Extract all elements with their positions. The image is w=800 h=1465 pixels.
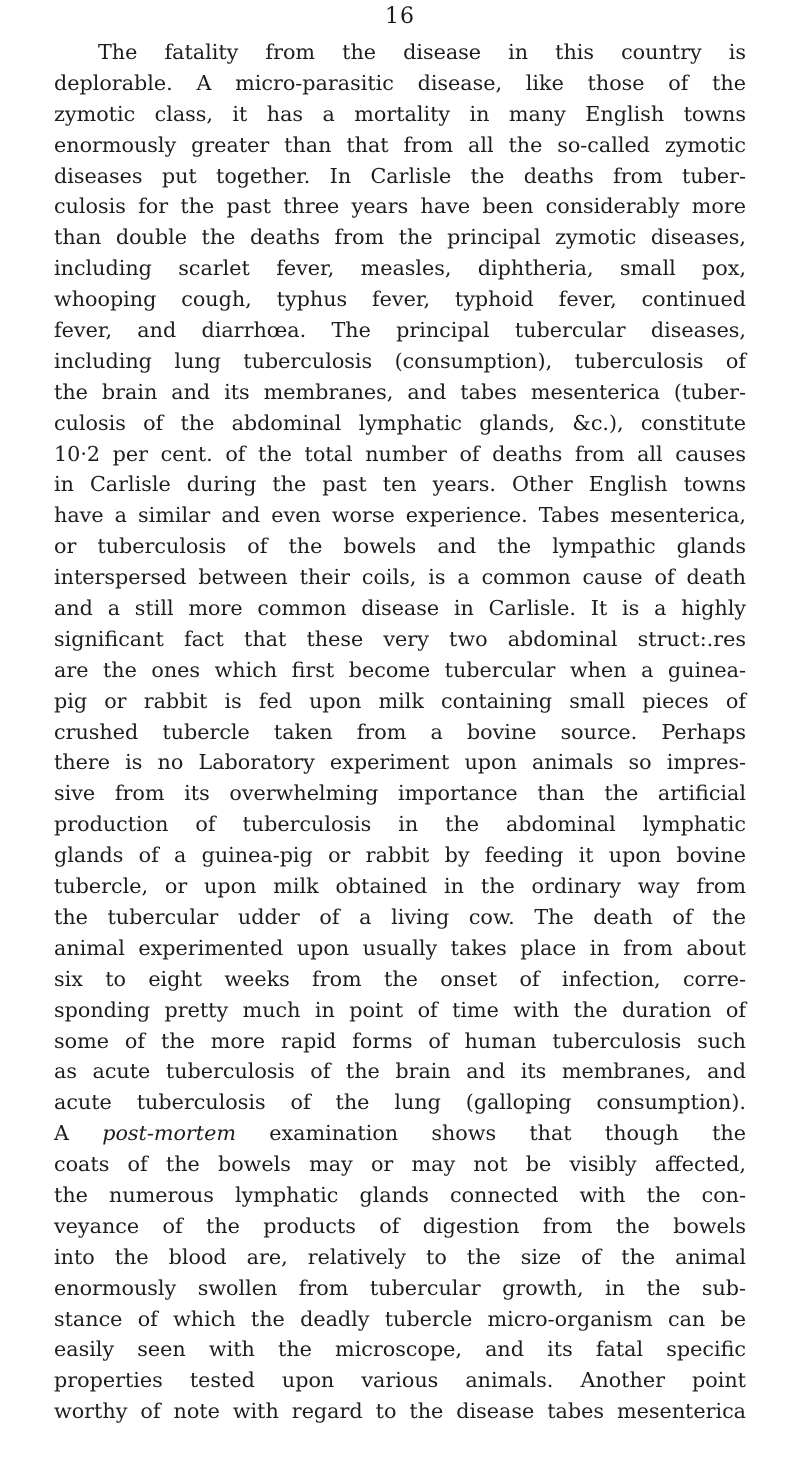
text-line: diseases put together. In Carlisle the deaths from tuber- [54, 163, 746, 188]
text-fragment: examination shows that though the [269, 1121, 747, 1146]
text-line: including lung tuberculosis (consumption), tuberculosis of [54, 348, 746, 373]
text-line: glands of a guinea-pig or rabbit by feeding it upon bovine [54, 843, 746, 868]
text-line: stance of which the deadly tubercle micro-organism can be [54, 1306, 746, 1331]
page-number: 16 [385, 4, 415, 29]
text-line: deplorable. A micro-parasitic disease, like those of the [54, 70, 746, 95]
text-line: veyance of the products of digestion from the bowels [54, 1213, 746, 1238]
text-line: properties tested upon various animals. Another point [54, 1368, 746, 1393]
text-line: acute tuberculosis of the lung (galloping consumption). [54, 1090, 746, 1115]
text-line: significant fact that these very two abdominal struct:.res [54, 626, 746, 651]
text-line: fever, and diarrhœa. The principal tubercular diseases, [54, 318, 746, 343]
text-line: including scarlet fever, measles, diphtheria, small pox, [54, 256, 746, 281]
text-line: production of tuberculosis in the abdominal lymphatic [54, 812, 746, 837]
text-line: or tuberculosis of the bowels and the lympathic glands [54, 534, 746, 559]
text-line: have a similar and even worse experience. Tabes mesenterica, [54, 503, 746, 528]
text-line: sive from its overwhelming importance than the artificial [54, 781, 746, 806]
text-line: the tubercular udder of a living cow. The death of the [54, 904, 746, 929]
text-line: some of the more rapid forms of human tuberculosis such [54, 1028, 746, 1053]
text-line-with-italic [54, 1118, 746, 1149]
text-line: worthy of note with regard to the disease tabes mesenterica [54, 1399, 746, 1424]
text-line: interspersed between their coils, is a common cause of death [54, 565, 746, 590]
text-line: into the blood are, relatively to the size of the animal [54, 1244, 746, 1269]
text-line: as acute tuberculosis of the brain and its membranes, and [54, 1059, 746, 1084]
text-line: and a still more common disease in Carlisle. It is a highly [54, 596, 746, 621]
text-line: in Carlisle during the past ten years. Other English towns [54, 472, 746, 497]
text-line: tubercle, or upon milk obtained in the ordinary way from [54, 874, 746, 899]
text-line: whooping cough, typhus fever, typhoid fever, continued [54, 287, 746, 312]
body-text [54, 37, 746, 1427]
text-line: coats of the bowels may or may not be visibly affected, [54, 1152, 746, 1177]
text-line: the brain and its membranes, and tabes mesenterica (tuber- [54, 379, 746, 404]
text-fragment: A [54, 1121, 69, 1146]
text-line: culosis for the past three years have been considerably more [54, 194, 746, 219]
text-line: crushed tubercle taken from a bovine source. Perhaps [54, 719, 746, 744]
text-line: zymotic class, it has a mortality in many English towns [54, 101, 746, 126]
text-line: than double the deaths from the principal zymotic diseases, [54, 225, 746, 250]
text-line: enormously swollen from tubercular growth, in the sub- [54, 1275, 746, 1300]
text-line: The fatality from the disease in this country is [98, 40, 746, 64]
text-line: sponding pretty much in point of time with the duration of [54, 997, 746, 1022]
text-line: culosis of the abdominal lymphatic glands, &c.), constitute [54, 410, 746, 435]
text-line: are the ones which first become tubercular when a guinea- [54, 657, 746, 682]
text-line: animal experimented upon usually takes place in from about [54, 935, 746, 960]
text-line: enormously greater than that from all the so-called zymotic [54, 132, 746, 157]
italic-term: post-mortem [102, 1121, 236, 1146]
text-line: easily seen with the microscope, and its fatal specific [54, 1337, 746, 1362]
text-line: the numerous lymphatic glands connected with the con- [54, 1182, 746, 1207]
text-line: six to eight weeks from the onset of infection, corre- [54, 966, 746, 991]
text-line: pig or rabbit is fed upon milk containing small pieces of [54, 688, 746, 713]
text-line: 10·2 per cent. of the total number of deaths from all causes [54, 441, 746, 466]
text-line: there is no Laboratory experiment upon animals so impres- [54, 750, 746, 775]
